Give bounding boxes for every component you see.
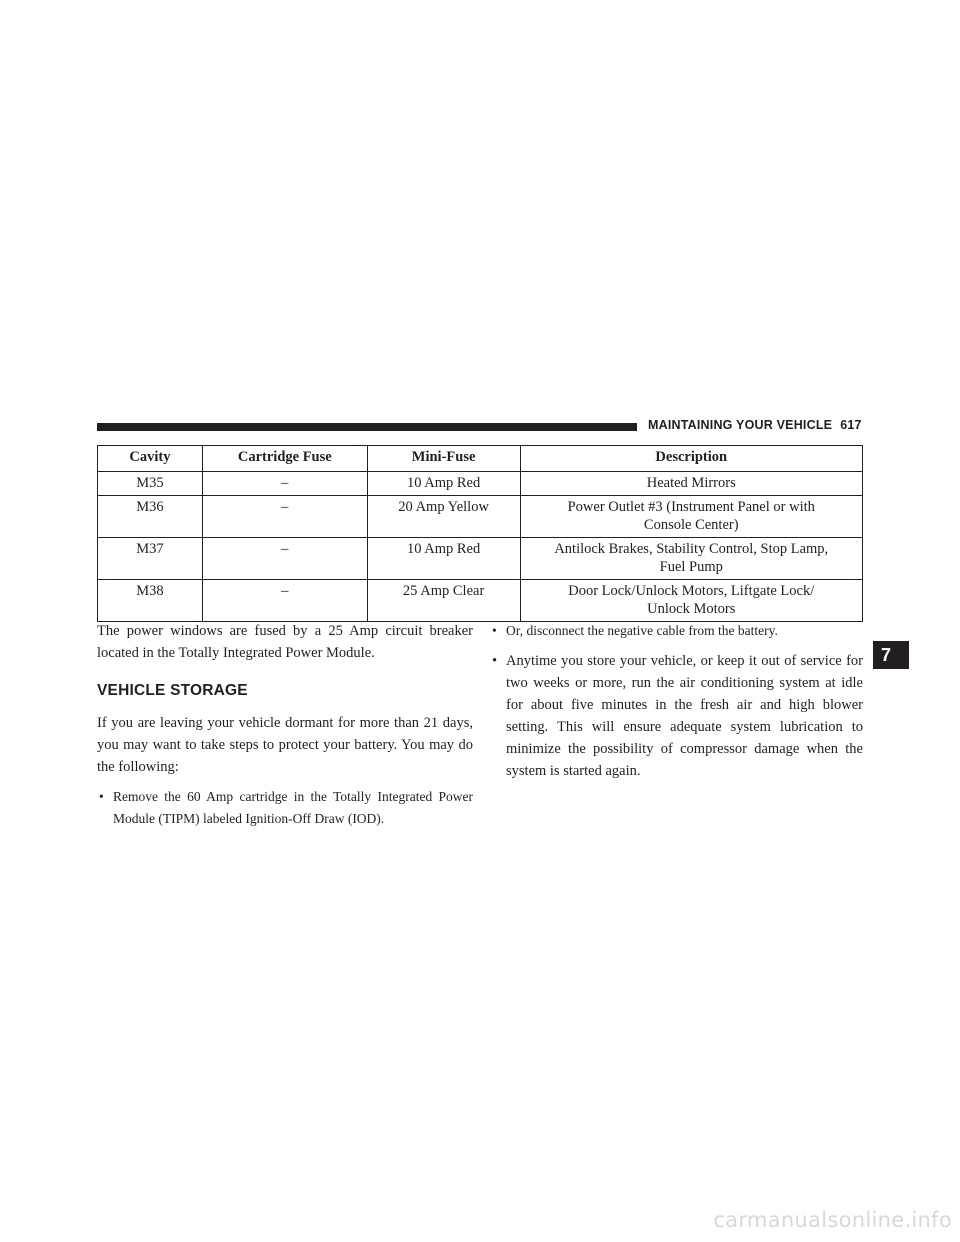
storage-heading: VEHICLE STORAGE — [97, 682, 248, 699]
cell-description — [520, 472, 863, 496]
cell-cartridge: – — [202, 496, 367, 538]
cell-mini: 25 Amp Clear — [367, 580, 520, 622]
list-item-text: Remove the 60 Amp cartridge in the Totally Integrated Power Module (TIPM) labeled Ignition-Off Draw (IOD). — [113, 789, 473, 826]
description-line: Console Center) — [643, 517, 739, 533]
header-rule — [97, 423, 637, 431]
description-line: Door Lock/Unlock Motors, Liftgate Lock/ — [568, 583, 815, 599]
cell-cartridge: – — [202, 538, 367, 580]
list-item-text: Anytime you store your vehicle, or keep it out of service for two weeks or more, run the air conditioning system at idle for about five minutes in the fresh air and high blower setting. This will ensure adequate system lubrication to minimize the possibility of compressor damage when the system is started again. — [506, 653, 863, 779]
cell-description — [520, 580, 863, 622]
description-line: Antilock Brakes, Stability Control, Stop Lamp, — [554, 541, 829, 557]
section-title: MAINTAINING YOUR VEHICLE — [648, 418, 833, 432]
table-row — [98, 472, 863, 496]
header-mini-fuse: Mini-Fuse — [367, 446, 520, 472]
list-item — [490, 650, 863, 782]
cell-cartridge: – — [202, 580, 367, 622]
page-number: 617 — [840, 418, 862, 432]
cell-cavity: M36 — [98, 496, 203, 538]
description-line: Unlock Motors — [647, 601, 736, 617]
list-item — [490, 620, 863, 642]
cell-cartridge: – — [202, 472, 367, 496]
description-line: Heated Mirrors — [646, 475, 736, 491]
cell-cavity: M38 — [98, 580, 203, 622]
left-column — [97, 620, 473, 830]
bullet-icon: • — [492, 653, 498, 669]
table-row — [98, 580, 863, 622]
cell-cavity: M37 — [98, 538, 203, 580]
right-column — [490, 620, 863, 782]
header-cartridge-fuse: Cartridge Fuse — [202, 446, 367, 472]
cell-description — [520, 496, 863, 538]
list-item — [97, 786, 473, 830]
header-cavity: Cavity — [98, 446, 203, 472]
intro-paragraph: The power windows are fused by a 25 Amp circuit breaker located in the Totally Integrated Power Module. — [97, 623, 473, 661]
description-line: Power Outlet #3 (Instrument Panel or with — [567, 499, 815, 515]
cell-mini: 10 Amp Red — [367, 472, 520, 496]
bullet-icon: • — [99, 789, 104, 804]
header-description: Description — [520, 446, 863, 472]
storage-paragraph: If you are leaving your vehicle dormant for more than 21 days, you may want to take steps to protect your battery. You may do the following: — [97, 715, 473, 775]
watermark: carmanualsonline.info — [713, 1208, 952, 1232]
running-header — [648, 418, 862, 432]
list-item-text: Or, disconnect the negative cable from the battery. — [506, 623, 778, 638]
fuse-table — [97, 445, 863, 622]
bullet-icon: • — [492, 623, 497, 638]
cell-description — [520, 538, 863, 580]
description-line: Fuel Pump — [659, 559, 723, 575]
table-row — [98, 538, 863, 580]
table-header-row — [98, 446, 863, 472]
cell-mini: 20 Amp Yellow — [367, 496, 520, 538]
cell-cavity: M35 — [98, 472, 203, 496]
cell-mini: 10 Amp Red — [367, 538, 520, 580]
chapter-tab: 7 — [873, 641, 909, 669]
table-row — [98, 496, 863, 538]
